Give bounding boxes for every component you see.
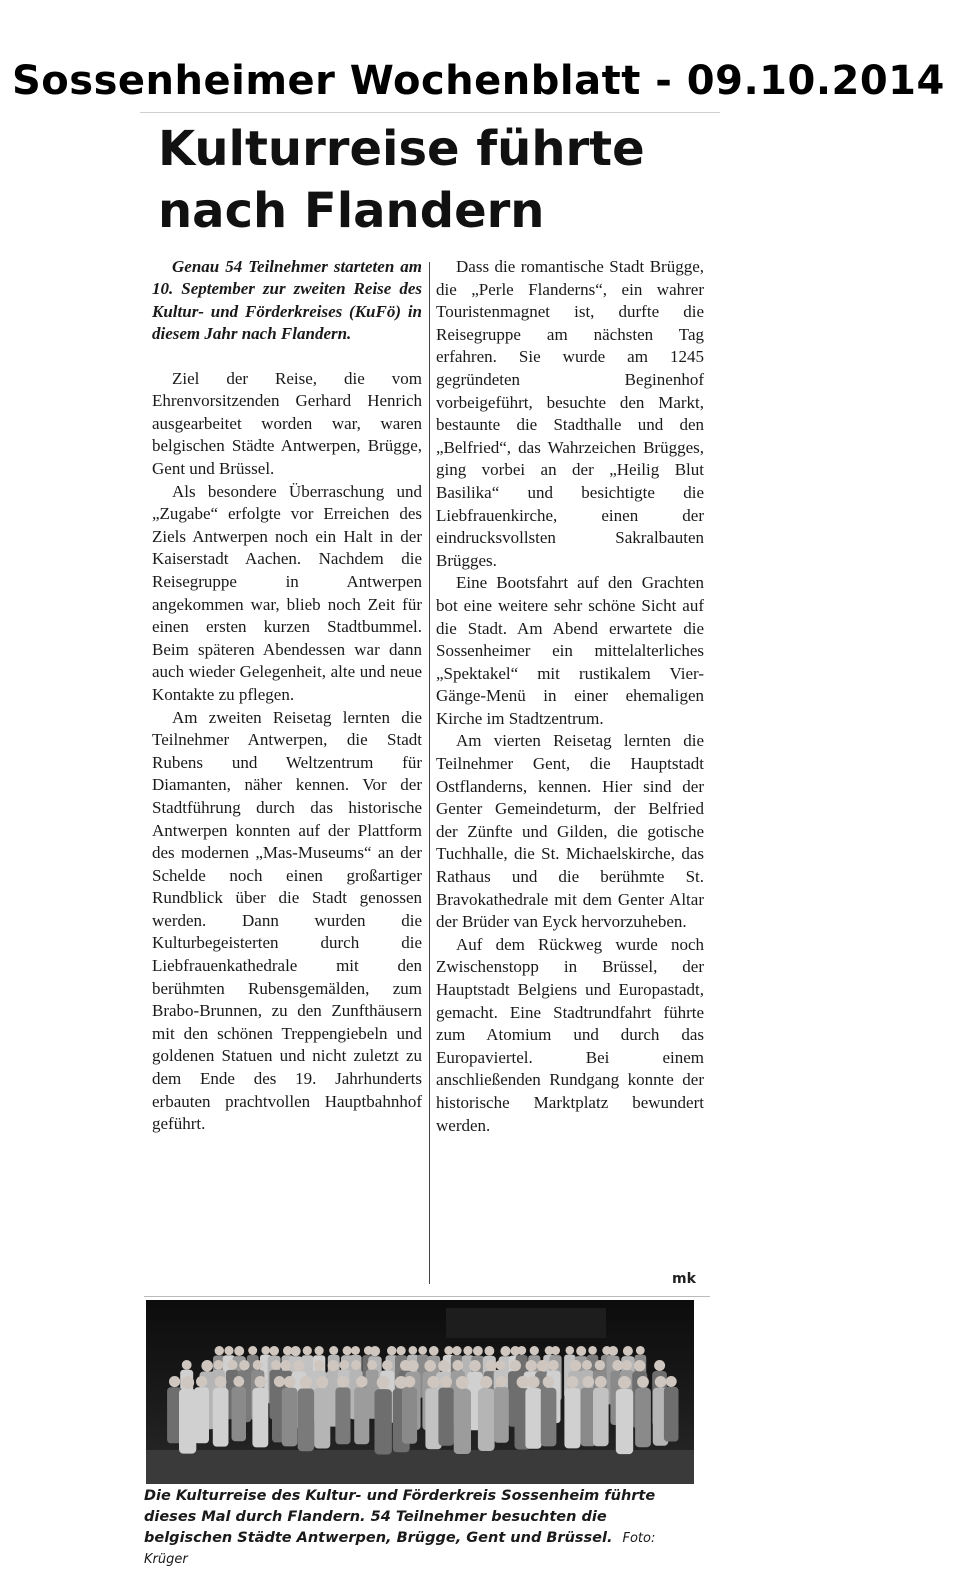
person-head [452, 1360, 463, 1371]
person-head [407, 1360, 419, 1372]
person-head [588, 1346, 597, 1355]
person-head [666, 1376, 677, 1387]
person-head [201, 1360, 213, 1372]
person-head [576, 1346, 586, 1356]
person-head [637, 1376, 649, 1388]
article-paragraph: Ziel der Reise, die vom Ehrenvorsitzenden Gerhard Henrich ausgearbeitet worden war, waren belgischen Städte Antwerpen, Brügge, Gent und Brüssel. [152, 368, 422, 478]
person-head [291, 1346, 301, 1356]
article-paragraph: Am zweiten Reisetag lernten die Teilnehmer Antwerpen, die Stadt Rubens und Weltzentrum für Diamanten, näher kennen. Vor der Stadtführung durch das historische Antwerpen konnten auf der Plattform des modernen „Mas-Museums“ an der Schelde noch einen großartiger Rundblick über die Stadt genossen werden. Dann wurden die Kulturbegeisterten durch die Liebfrauenkathedrale mit den berühmten Rubensgemälden, zum Brabo-Brunnen, zu den Zunfthäusern mit den schönen Treppengiebeln und goldenen Statuen und nicht zuletzt zu dem Ende des 19. Jahrhunderts erbauten prachtvollen Hauptbahnhof geführt. [152, 707, 422, 1134]
person-head [566, 1376, 578, 1388]
person-head [440, 1376, 452, 1388]
person-head [500, 1346, 510, 1356]
person-body [564, 1388, 580, 1448]
person-head [337, 1376, 348, 1387]
person-body [194, 1387, 209, 1443]
person-body [478, 1389, 495, 1452]
person-head [351, 1346, 360, 1355]
person-head [215, 1376, 227, 1388]
person-head [570, 1360, 581, 1371]
person-head [343, 1346, 352, 1355]
person-head [214, 1360, 224, 1370]
article-column-right [436, 256, 704, 1292]
person-head [543, 1376, 555, 1388]
column-divider [429, 262, 430, 1284]
person-head [255, 1376, 267, 1388]
article-paragraph: Als besondere Überraschung und „Zugabe“ erfolgte vor Erreichen des Ziels Antwerpen noch ein Halt in der Kaiserstadt Aachen. Nachdem die Reisegruppe in Antwerpen angekommen war, blieb noch Zeit für einen ersten kurzen Stadtbummel. Beim späteren Abendessen war dann auch wieder Gelegenheit, alte und neue Kontakte zu pflegen. [152, 481, 422, 704]
person-head [495, 1360, 505, 1370]
person-body [494, 1387, 509, 1443]
person-head [510, 1360, 521, 1371]
person-head [463, 1346, 472, 1355]
person-head [655, 1376, 667, 1388]
person-body [438, 1388, 454, 1446]
person-head [253, 1360, 263, 1370]
person-head [485, 1346, 495, 1356]
person-head [456, 1376, 469, 1389]
person-head [496, 1376, 507, 1387]
person-body [375, 1389, 392, 1454]
person-head [527, 1376, 539, 1388]
person-head [654, 1360, 665, 1371]
author-initials: mk [672, 1271, 696, 1287]
person-head [480, 1376, 492, 1388]
person-body [282, 1388, 298, 1447]
person-head [634, 1360, 645, 1371]
person-head [636, 1346, 645, 1355]
person-head [196, 1376, 207, 1387]
article-paragraph: Dass die romantische Stadt Brügge, die „Perle Flanderns“, ein wahrer Touristenmagnet ist, durfte die Reisegruppe am nächsten Tag erfahren. Sie wurde am 1245 gegründeten Beginenhof vorbeigeführt, besuchte den Markt, bestaunte die Stadthalle und den „Belfried“, das Wahrzeichen Brügges, ging vorbei an der „Heilig Blut Basilika“ und besichtigte die Liebfrauenkirche, einen der eindrucksvollsten Sakralbauten Brügges. [436, 257, 704, 570]
person-head [452, 1346, 461, 1355]
person-head [438, 1360, 450, 1372]
person-head [530, 1346, 539, 1355]
person-head [284, 1376, 296, 1388]
person-head [566, 1346, 575, 1355]
person-head [356, 1376, 367, 1387]
person-head [228, 1360, 238, 1370]
person-head [622, 1360, 632, 1370]
person-head [234, 1346, 244, 1356]
person-body [335, 1387, 350, 1444]
person-body [232, 1387, 247, 1441]
person-head [303, 1346, 312, 1355]
person-head [517, 1376, 529, 1388]
person-head [608, 1346, 618, 1356]
person-head [314, 1360, 324, 1370]
person-head [315, 1346, 324, 1355]
person-body [664, 1387, 679, 1442]
person-head [595, 1360, 605, 1370]
caption-text: Die Kulturreise des Kultur- und Förderkreis Sossenheim führte dieses Mal durch Flandern. 54 Teilnehmer besuchten die belgischen Städte Antwerpen, Brügge, Gent und Brüssel. [144, 1488, 656, 1546]
person-head [424, 1360, 436, 1372]
person-head [548, 1360, 559, 1371]
article-paragraph: Eine Bootsfahrt auf den Grachten bot eine weitere sehr schöne Sicht auf die Stadt. Am Abend erwartete die Sossenheimer ein mittelalterliches „Spektakel“ mit rustikalem Vier-Gänge-Menü in einer ehemaligen Kirche im Stadtzentrum. [436, 573, 704, 728]
article-paragraph: Am vierten Reisetag lernten die Teilnehmer Gent, die Hauptstadt Ostflanderns, kennen. Hier sind der Genter Gemeindeturm, der Belfried der Zünfte und Gilden, die gotische Tuchhalle, die St. Michaelskirche, das Rathaus und die berühmte St. Bravokathedrale mit dem Genter Altar der Brüder van Eyck hervorzuheben. [436, 731, 704, 932]
person-head [269, 1346, 279, 1356]
person-head [382, 1360, 393, 1371]
person-head [316, 1376, 328, 1388]
person-head [233, 1376, 244, 1387]
person-body [541, 1388, 557, 1447]
person-head [224, 1346, 233, 1355]
group-photo [146, 1300, 694, 1484]
person-head [248, 1346, 257, 1355]
person-body [635, 1388, 651, 1447]
person-head [418, 1346, 427, 1355]
person-head [215, 1346, 224, 1355]
photo-credit: Foto: Krüger [144, 1531, 656, 1567]
article-lead: Genau 54 Teilnehmer starteten am 10. September zur zweiten Reise des Kultur- und Förderkreises (KuFö) in diesem Jahr nach Flandern. [152, 257, 422, 344]
person-body [252, 1388, 268, 1448]
person-head [239, 1360, 249, 1370]
person-body [298, 1389, 315, 1452]
person-head [339, 1360, 349, 1370]
group-photo-illustration [146, 1300, 694, 1484]
person-head [328, 1360, 339, 1371]
publication-title: Sossenheimer Wochenblatt - 09.10.2014 [12, 58, 945, 104]
person-head [551, 1346, 560, 1355]
person-head [274, 1376, 285, 1387]
person-head [182, 1360, 192, 1370]
person-body [525, 1388, 541, 1449]
person-head [404, 1376, 415, 1387]
cutout-edge [140, 112, 720, 113]
person-head [367, 1360, 377, 1370]
person-head [537, 1360, 549, 1372]
person-head [377, 1376, 390, 1389]
person-head [469, 1360, 481, 1372]
person-body [354, 1387, 369, 1444]
photo-rule [144, 1296, 710, 1297]
article-headline [158, 118, 718, 242]
person-head [293, 1360, 304, 1371]
person-body [593, 1388, 609, 1447]
person-head [280, 1360, 291, 1371]
article-paragraph: Auf dem Rückweg wurde noch Zwischenstopp in Brüssel, der Hauptstadt Belgiens und Europastadt, gemacht. Eine Stadtrundfahrt führte zum Atomium und durch das Europaviertel. Bei einem anschließenden Rundgang konnte der historische Marktplatz bewundert werden. [436, 934, 704, 1135]
headline-line-1: Kulturreise führte [158, 121, 645, 177]
person-head [517, 1346, 526, 1355]
person-head [409, 1346, 418, 1355]
person-body [179, 1389, 196, 1454]
person-body [454, 1389, 471, 1454]
person-head [271, 1360, 281, 1370]
person-head [169, 1376, 180, 1387]
person-head [473, 1346, 483, 1356]
person-head [595, 1376, 607, 1388]
photo-caption [144, 1486, 696, 1570]
person-head [444, 1346, 453, 1355]
person-head [526, 1360, 537, 1371]
person-head [612, 1360, 623, 1371]
person-head [300, 1376, 313, 1389]
person-head [397, 1346, 406, 1355]
person-head [181, 1376, 194, 1389]
person-body [213, 1388, 229, 1447]
person-head [429, 1346, 439, 1356]
person-head [370, 1346, 380, 1356]
person-body [314, 1388, 330, 1448]
person-head [387, 1346, 396, 1355]
person-head [618, 1376, 631, 1389]
person-body [616, 1389, 633, 1454]
person-head [485, 1360, 496, 1371]
person-head [582, 1376, 594, 1388]
headline-line-2: nach Flandern [158, 183, 545, 239]
person-head [427, 1376, 439, 1388]
person-body [402, 1387, 417, 1444]
person-head [351, 1360, 361, 1370]
article-column-left [152, 256, 422, 1292]
person-head [582, 1360, 592, 1370]
person-head [623, 1346, 633, 1356]
person-head [261, 1346, 270, 1355]
person-head [329, 1346, 338, 1355]
